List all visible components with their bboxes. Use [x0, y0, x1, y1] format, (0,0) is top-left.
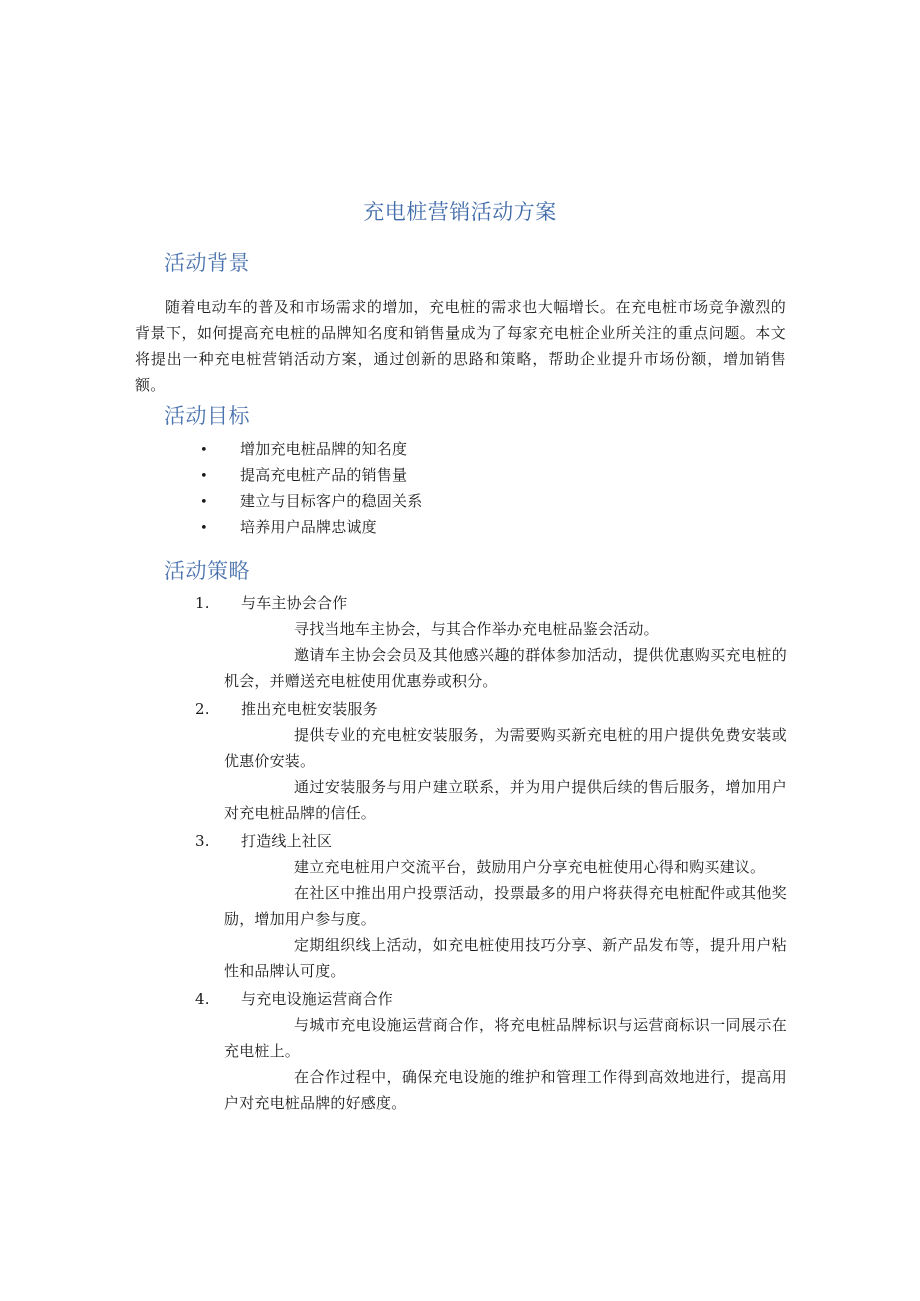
strategy-paragraph: 在合作过程中，确保充电设施的维护和管理工作得到高效地进行，提高用户对充电桩品牌的好感度。 [224, 1068, 787, 1112]
strategy-title: 打造线上社区 [241, 832, 333, 850]
strategy-paragraph: 与城市充电设施运营商合作，将充电桩品牌标识与运营商标识一同展示在充电桩上。 [224, 1016, 787, 1060]
strategy-item [195, 696, 790, 826]
strategy-item-heading [195, 828, 790, 854]
strategy-paragraph: 定期组织线上活动，如充电桩使用技巧分享、新产品发布等，提升用户粘性和品牌认可度。 [224, 936, 787, 980]
goal-text: 提高充电桩产品的销售量 [240, 466, 408, 484]
bullet-icon: • [200, 443, 208, 458]
strategy-title: 推出充电桩安装服务 [241, 700, 378, 718]
bullet-icon: • [200, 521, 208, 536]
section-heading-goals: 活动目标 [164, 404, 250, 428]
list-item [200, 514, 422, 540]
strategy-title: 与车主协会合作 [241, 594, 348, 612]
goals-list [200, 436, 422, 540]
strategy-paragraph: 寻找当地车主协会，与其合作举办充电桩品鉴会活动。 [294, 620, 659, 638]
bullet-icon: • [200, 469, 208, 484]
section-heading-strategy: 活动策略 [164, 559, 250, 583]
strategy-list [195, 590, 790, 1118]
goal-text: 培养用户品牌忠诚度 [240, 518, 377, 536]
list-item [200, 462, 422, 488]
list-item [200, 436, 422, 462]
strategy-number: 2. [195, 700, 210, 718]
strategy-paragraph: 建立充电桩用户交流平台，鼓励用户分享充电桩使用心得和购买建议。 [294, 858, 766, 876]
goal-text: 建立与目标客户的稳固关系 [240, 492, 423, 510]
strategy-item-heading [195, 590, 790, 616]
strategy-number: 3. [195, 832, 210, 850]
section-heading-background: 活动背景 [164, 251, 250, 275]
strategy-item [195, 590, 790, 694]
document-title: 充电桩营销活动方案 [363, 200, 557, 224]
strategy-paragraph: 邀请车主协会会员及其他感兴趣的群体参加活动，提供优惠购买充电桩的机会，并赠送充电桩使用优惠券或积分。 [224, 646, 787, 690]
strategy-paragraph: 通过安装服务与用户建立联系，并为用户提供后续的售后服务，增加用户对充电桩品牌的信任。 [224, 778, 787, 822]
list-item [200, 488, 422, 514]
bullet-icon: • [200, 495, 208, 510]
background-paragraph: 随着电动车的普及和市场需求的增加，充电桩的需求也大幅增长。在充电桩市场竞争激烈的背景下，如何提高充电桩的品牌知名度和销售量成为了每家充电桩企业所关注的重点问题。本文将提出一种充电桩营销活动方案，通过创新的思路和策略，帮助企业提升市场份额，增加销售额。 [135, 298, 786, 394]
strategy-item-heading [195, 696, 790, 722]
strategy-item [195, 986, 790, 1116]
strategy-title: 与充电设施运营商合作 [241, 990, 394, 1008]
strategy-paragraph: 在社区中推出用户投票活动，投票最多的用户将获得充电桩配件或其他奖励，增加用户参与度。 [224, 884, 787, 928]
strategy-item [195, 828, 790, 984]
strategy-number: 4. [195, 990, 210, 1008]
strategy-item-heading [195, 986, 790, 1012]
goal-text: 增加充电桩品牌的知名度 [240, 440, 408, 458]
strategy-number: 1. [195, 594, 210, 612]
strategy-paragraph: 提供专业的充电桩安装服务，为需要购买新充电桩的用户提供免费安装或优惠价安装。 [224, 726, 787, 770]
